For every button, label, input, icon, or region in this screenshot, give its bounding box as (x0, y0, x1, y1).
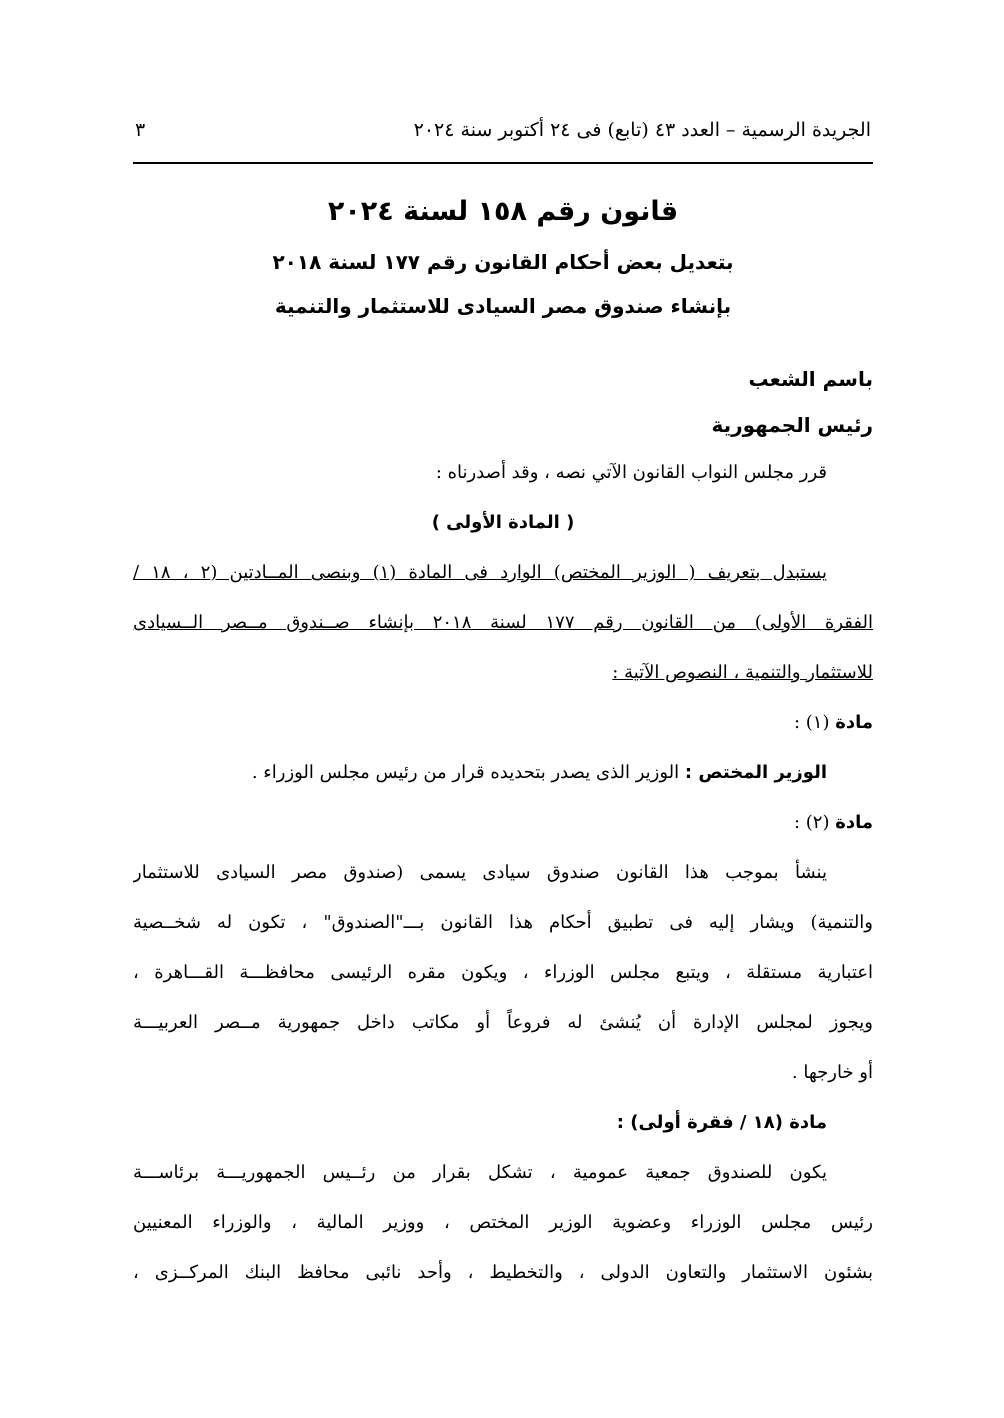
article-2-line-3: اعتبارية مستقلة ، ويتبع مجلس الوزراء ، ويكون مقره الرئيسى محافظـــة القـــاهرة ، (133, 962, 873, 983)
article-1-definition-line (133, 748, 873, 798)
article-2-line-2: والتنمية) ويشار إليه فى تطبيق أحكام هذا القانون بـــ"الصندوق" ، تكون له شخــصية (133, 912, 873, 933)
article-18-line-1: يكون للصندوق جمعية عمومية ، تشكل بقرار من رئــيس الجمهوريـــة برئاســـة (133, 1162, 827, 1183)
article-1-heading (133, 698, 873, 748)
first-article-line-1: يستبدل بتعريف ( الوزير المختص) الوارد فى المادة (١) وبنصى المــادتين (٢ ، ١٨ / (133, 562, 827, 583)
article-1-number: (١) : (793, 712, 830, 733)
law-subtitle-1: بتعديل بعض أحكام القانون رقم ١٧٧ لسنة ٢٠١٨ (272, 250, 734, 274)
article-1-word: مادة (835, 712, 873, 733)
first-article-line-2: الفقرة الأولى) من القانون رقم ١٧٧ لسنة ٢٠١٨ بإنشاء صــندوق مــصر الــسيادى (133, 612, 873, 633)
president-heading: رئيس الجمهورية (711, 413, 873, 437)
header-title: الجريدة الرسمية – العدد ٤٣ (تابع) فى ٢٤ أكتوبر سنة ٢٠٢٤ (413, 119, 871, 141)
law-title: قانون رقم ١٥٨ لسنة ٢٠٢٤ (327, 196, 679, 227)
article-2-heading (133, 798, 873, 848)
article-2-line-5: أو خارجها . (791, 1062, 873, 1083)
article-2-line-1: ينشأ بموجب هذا القانون صندوق سيادى يسمى (صندوق مصر السيادى للاستثمار (133, 862, 827, 883)
gazette-page (133, 110, 873, 1298)
header-rule (133, 162, 873, 164)
first-article-heading: ( المادة الأولى ) (431, 512, 575, 533)
page-number: ٣ (135, 119, 146, 141)
article-18-line-2: رئيس مجلس الوزراء وعضوية الوزير المختص ، ووزير المالية ، والوزراء المعنيين (133, 1212, 873, 1233)
article-18-line-3: بشئون الاستثمار والتعاون الدولى ، والتخطيط ، وأحد نائبى محافظ البنك المركــزى ، (133, 1262, 873, 1283)
in-name-of-people: باسم الشعب (748, 367, 873, 391)
article-1-term: الوزير المختص : (684, 762, 827, 783)
running-header (133, 110, 873, 150)
law-subtitle-2: بإنشاء صندوق مصر السيادى للاستثمار والتنمية (274, 294, 732, 318)
first-article-line-3: للاستثمار والتنمية ، النصوص الآتية : (612, 662, 873, 683)
decree-line: قرر مجلس النواب القانون الآتي نصه ، وقد أصدرناه : (435, 462, 827, 483)
article-18-heading: مادة (١٨ / فقرة أولى) : (616, 1112, 827, 1133)
article-2-number: (٢) : (793, 812, 830, 833)
article-2-line-4: ويجوز لمجلس الإدارة أن يُنشئ له فروعاً أو مكاتب داخل جمهورية مــصر العربيـــة (133, 1012, 873, 1033)
article-2-word: مادة (835, 812, 873, 833)
article-1-definition: الوزير الذى يصدر بتحديده قرار من رئيس مجلس الوزراء . (251, 762, 680, 783)
